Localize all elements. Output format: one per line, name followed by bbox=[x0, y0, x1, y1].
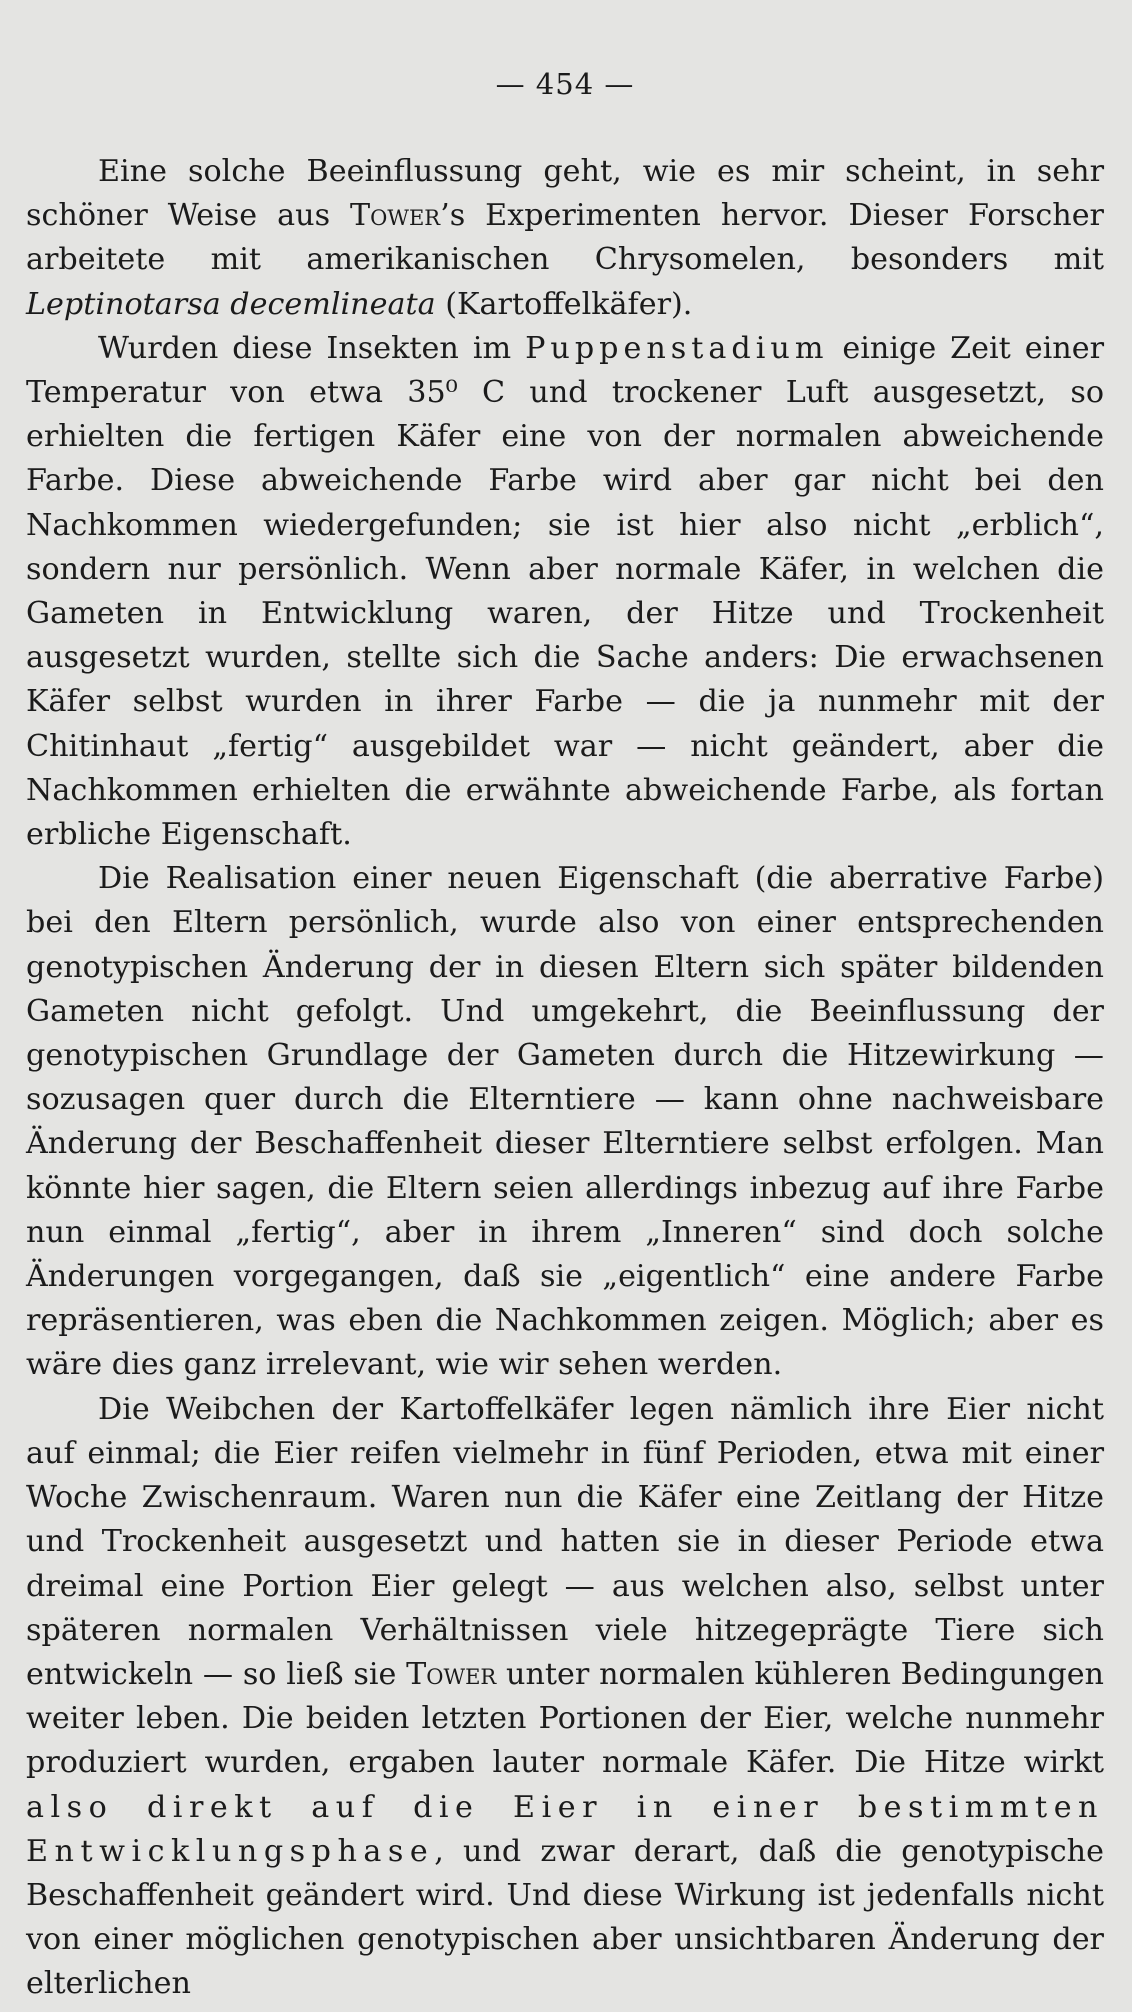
spaced-term-puppenstadium: Puppenstadium bbox=[525, 330, 829, 366]
author-name-tower: Tower bbox=[350, 198, 441, 234]
paragraph-1-text-c: (Kartoffelkäfer). bbox=[435, 286, 693, 322]
paragraph-4-text-a: Die Weibchen der Kartoffelkäfer legen nämlich ihre Eier nicht auf einmal; die Eier reifen vielmehr in fünf Perioden, etwa mit einer Woche Zwischenraum. Waren nun die Käfer eine Zeitlang der Hitze und Trockenheit ausgesetzt und hatten sie in dieser Periode etwa dreimal eine Portion Eier gelegt — aus welchen also, selbst unter späteren normalen Verhältnissen viele hitzegeprägte Tiere sich entwickeln — so ließ sie bbox=[26, 1391, 1104, 1692]
paragraph-4-text-b: unter normalen kühleren Bedingungen weiter leben. Die beiden letzten Portionen der Eier, welche nunmehr produziert wurden, ergaben lauter normale Käfer. Die Hitze wirkt bbox=[26, 1656, 1104, 1781]
paragraph-4-text-c: , und zwar derart, daß die genotypische Beschaffenheit geändert wird. Und diese Wirkung ist jedenfalls nicht von einer möglichen genotypischen aber unsichtbaren Änderung der elterlichen bbox=[26, 1833, 1104, 2002]
paragraph-2 bbox=[26, 327, 1104, 857]
paragraph-1 bbox=[26, 150, 1104, 327]
spaced-emphasis: also direkt auf die Eier in einer bestimmten Entwicklungsphase bbox=[26, 1789, 1104, 1869]
paragraph-2-text-b: einige Zeit einer Temperatur von etwa 35⁰ C und trockener Luft ausgesetzt, so erhielten die fertigen Käfer eine von der normalen abweichende Farbe. Diese abweichende Farbe wird aber gar nicht bei den Nachkommen wiedergefunden; sie ist hier also nicht „erblich“, sondern nur persönlich. Wenn aber normale Käfer, in welchen die Gameten in Entwicklung waren, der Hitze und Trockenheit ausgesetzt wurden, stellte sich die Sache anders: Die erwachsenen Käfer selbst wurden in ihrer Farbe — die ja nunmehr mit der Chitinhaut „fertig“ ausgebildet war — nicht geändert, aber die Nachkommen erhielten die erwähnte abweichende Farbe, als fortan erbliche Eigenschaft. bbox=[26, 330, 1104, 853]
page-number: — 454 — bbox=[495, 67, 635, 101]
paragraph-3 bbox=[26, 857, 1104, 1387]
paragraph-4 bbox=[26, 1388, 1104, 2007]
species-name: Leptinotarsa decemlineata bbox=[26, 286, 436, 322]
paragraph-3-text: Die Realisation einer neuen Eigenschaft (die aberrative Farbe) bei den Eltern persönlich, wurde also von einer entsprechenden genotypischen Änderung der in diesen Eltern sich später bildenden Gameten nicht gefolgt. Und umgekehrt, die Beeinflussung der genotypischen Grundlage der Gameten durch die Hitzewirkung — sozusagen quer durch die Elterntiere — kann ohne nachweisbare Änderung der Beschaffenheit dieser Elterntiere selbst erfolgen. Man könnte hier sagen, die Eltern seien allerdings inbezug auf ihre Farbe nun einmal „fertig“, aber in ihrem „Inneren“ sind doch solche Änderungen vorgegangen, daß sie „eigentlich“ eine andere Farbe repräsentieren, was eben die Nachkommen zeigen. Möglich; aber es wäre dies ganz irrelevant, wie wir sehen werden. bbox=[26, 861, 1104, 1383]
paragraph-2-text-a: Wurden diese Insekten im bbox=[98, 330, 526, 366]
paragraph-1-text-b: ’s Experimenten hervor. Dieser Forscher arbeitete mit amerikanischen Chrysomelen, besonders mit bbox=[26, 198, 1104, 278]
author-name-tower-2: Tower bbox=[406, 1656, 497, 1692]
paragraph-1-text-a: Eine solche Beeinflussung geht, wie es mir scheint, in sehr schöner Weise aus bbox=[26, 154, 1104, 234]
